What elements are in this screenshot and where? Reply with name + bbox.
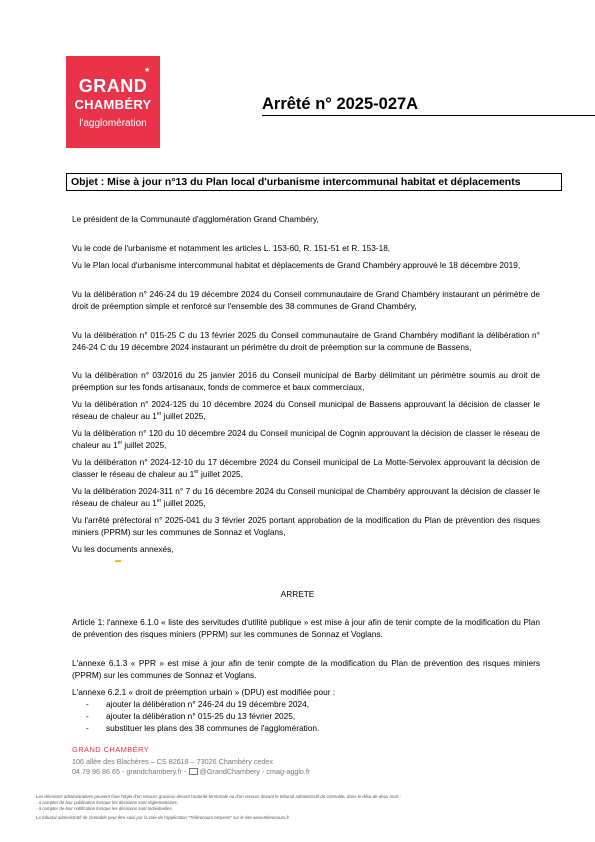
vu-paragraph: Vu la délibération n° 120 du 10 décembre 2024 du Conseil municipal de Cognin approuvant la décision de classer le réseau de chaleur au 1er juillet 2025, <box>72 428 540 450</box>
grand-chambery-logo <box>66 56 160 148</box>
vu-paragraph: Vu la délibération n° 03/2016 du 25 janvier 2016 du Conseil municipal de Barby délimitant un périmètre soumis au droit de préemption sur les fonds artisanaux, fonds de commerce et baux commerciaux, <box>72 370 540 392</box>
intro-paragraph: Le président de la Communauté d'agglomération Grand Chambéry, <box>72 214 319 224</box>
article-1: Article 1: l'annexe 6.1.0 « liste des servitudes d'utilité publique » est mise à jour afin de tenir compte de la modification du Plan de prévention des risques miniers (PPRM) sur les communes de Sonnaz et Voglans. <box>72 617 540 639</box>
vu-paragraph: Vu la délibération n° 246-24 du 19 décembre 2024 du Conseil communautaire de Grand Chambéry instaurant un périmètre de droit de préemption simple et renforcé sur l'ensemble des 38 communes de Grand Chambéry, <box>72 289 540 311</box>
legal-notice-line: - à compter de leur notification lorsque les décisions sont individuelles. <box>36 806 173 811</box>
footer-address: 106 allée des Blachères – CS 82618 – 73026 Chambéry cedex <box>72 757 273 766</box>
footer-contact-phone-site: 04 79 96 86 65 - grandchambery.fr - <box>72 767 187 776</box>
vu-paragraph: Vu le code de l'urbanisme et notamment les articles L. 153-60, R. 151-51 et R. 153-18, <box>72 243 391 253</box>
footer-contact-social: @GrandChambery - cmag-agglo.fr <box>199 767 311 776</box>
list-item: - ajouter la délibération n° 246-24 du 19 décembre 2024, <box>72 698 540 710</box>
envelope-icon <box>189 768 198 775</box>
yellow-mark: ▬ <box>115 558 121 564</box>
vu-paragraph: Vu la délibération n° 015-25 C du 13 février 2025 du Conseil communautaire de Grand Chambéry modifiant la délibération n° 246-24 C du 19 décembre 2024 instaurant un périmètre du droit de préemption sur la commune de Bassens, <box>72 330 540 352</box>
vu-paragraph: Vu le Plan local d'urbanisme intercommunal habitat et déplacements de Grand Chambéry approuvé le 18 décembre 2019, <box>72 260 521 270</box>
vu-paragraph: Vu la délibération n° 2024-125 du 10 décembre 2024 du Conseil municipal de Bassens approuvant la décision de classer le réseau de chaleur au 1er juillet 2025, <box>72 399 540 421</box>
vu-paragraph: Vu l'arrêté préfectoral n° 2025-041 du 3 février 2025 portant approbation de la modification du Plan de prévention des risques miniers (PPRM) sur les communes de Sonnaz et Voglans, <box>72 515 540 537</box>
list-item: - substituer les plans des 38 communes de l'agglomération. <box>72 722 540 734</box>
dpu-list <box>72 698 540 734</box>
list-item: - ajouter la délibération n° 015-25 du 13 février 2025, <box>72 710 540 722</box>
footer-organization: GRAND CHAMBÉRY <box>72 745 150 754</box>
annexe-613-paragraph: L'annexe 6.1.3 « PPR » est mise à jour afin de tenir compte de la modification du Plan de prévention des risques miniers (PPRM) sur les communes de Sonnaz et Voglans. <box>72 658 540 680</box>
logo-line-grand: GRAND <box>78 76 148 96</box>
objet-box: Objet : Mise à jour n°13 du Plan local d'urbanisme intercommunal habitat et déplacements <box>66 173 562 191</box>
vu-paragraph: Vu la délibération 2024-311 n° 7 du 16 décembre 2024 du Conseil municipal de Chambéry approuvant la décision de classer le réseau de chaleur au 1er juillet 2025, <box>72 486 540 508</box>
document-title: Arrêté n° 2025-027A <box>262 95 419 113</box>
annexe-621-paragraph: L'annexe 6.2.1 « droit de préemption urbain » (DPU) est modifiée pour : <box>72 687 336 697</box>
logo-line-chambery: CHAMBÉRY <box>74 97 152 112</box>
logo-line-agglomeration: l'agglomération <box>79 118 147 129</box>
legal-notice-line: Les décisions administratives peuvent faire l'objet d'un recours gracieux devant l'autorité territoriale ou d'un recours devant le tribunal administratif de Grenoble, dans le délai de deux mois : <box>36 794 402 799</box>
star-icon: ★ <box>144 67 151 74</box>
arrete-heading: ARRETE <box>280 589 315 599</box>
legal-notice-line: - à compter de leur publication lorsque les décisions sont réglementaires, <box>36 800 179 805</box>
vu-paragraph: Vu les documents annexés, <box>72 544 174 554</box>
title-underline <box>262 115 595 116</box>
legal-notice-line: Le tribunal administratif de Grenoble peut être saisi par la voie de l'application "Télérecours citoyens" sur le site www.telerecours.fr <box>36 815 290 820</box>
footer-contact <box>72 767 310 776</box>
vu-paragraph: Vu la délibération n° 2024-12-10 du 17 décembre 2024 du Conseil municipal de La Motte-Servolex approuvant la décision de classer le réseau de chaleur au 1er juillet 2025, <box>72 457 540 479</box>
